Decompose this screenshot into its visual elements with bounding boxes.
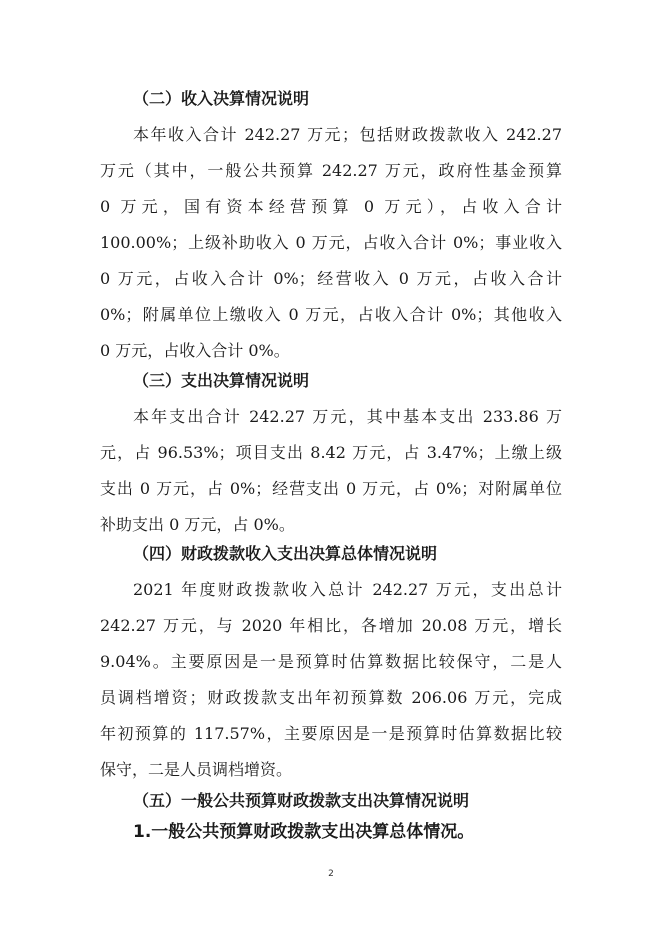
paragraph-line: 保守，二是人员调档增资。: [100, 760, 293, 779]
section-heading-expenditure: （三）支出决算情况说明: [133, 371, 310, 390]
section-heading-fiscal-allocation: （四）财政拨款收入支出决算总体情况说明: [133, 544, 438, 563]
paragraph-line: 元，占 96.53%；项目支出 8.42 万元，占 3.47%；上缴上级: [100, 443, 562, 462]
paragraph-line: 100.00%；上级补助收入 0 万元，占收入合计 0%；事业收入: [100, 233, 562, 252]
section-heading-income: （二）收入决算情况说明: [133, 89, 310, 108]
paragraph-line: 支出 0 万元，占 0%；经营支出 0 万元，占 0%；对附属单位: [100, 479, 562, 498]
subheading-general-budget-overview: 1.一般公共预算财政拨款支出决算总体情况。: [133, 822, 475, 842]
paragraph-line: 0%；附属单位上缴收入 0 万元，占收入合计 0%；其他收入: [100, 305, 562, 324]
paragraph-line: 0 万元，国有资本经营预算 0 万元），占收入合计: [100, 197, 562, 216]
paragraph-line: 万元（其中，一般公共预算 242.27 万元，政府性基金预算: [100, 161, 562, 180]
page-number: 2: [328, 869, 334, 879]
paragraph-line: 242.27 万元，与 2020 年相比，各增加 20.08 万元，增长: [100, 616, 562, 635]
paragraph-line: 本年支出合计 242.27 万元，其中基本支出 233.86 万: [133, 407, 562, 426]
paragraph-line: 补助支出 0 万元，占 0%。: [100, 515, 295, 534]
paragraph-line: 9.04%。主要原因是一是预算时估算数据比较保守，二是人: [100, 652, 562, 671]
paragraph-line: 2021 年度财政拨款收入总计 242.27 万元，支出总计: [133, 580, 562, 599]
paragraph-line: 年初预算的 117.57%，主要原因是一是预算时估算数据比较: [100, 724, 562, 743]
paragraph-line: 员调档增资；财政拨款支出年初预算数 206.06 万元，完成: [100, 688, 562, 707]
section-heading-general-budget: （五）一般公共预算财政拨款支出决算情况说明: [133, 791, 470, 810]
paragraph-line: 0 万元，占收入合计 0%；经营收入 0 万元，占收入合计: [100, 269, 562, 288]
paragraph-line: 0 万元，占收入合计 0%。: [100, 341, 290, 360]
paragraph-line: 本年收入合计 242.27 万元；包括财政拨款收入 242.27: [133, 125, 562, 144]
